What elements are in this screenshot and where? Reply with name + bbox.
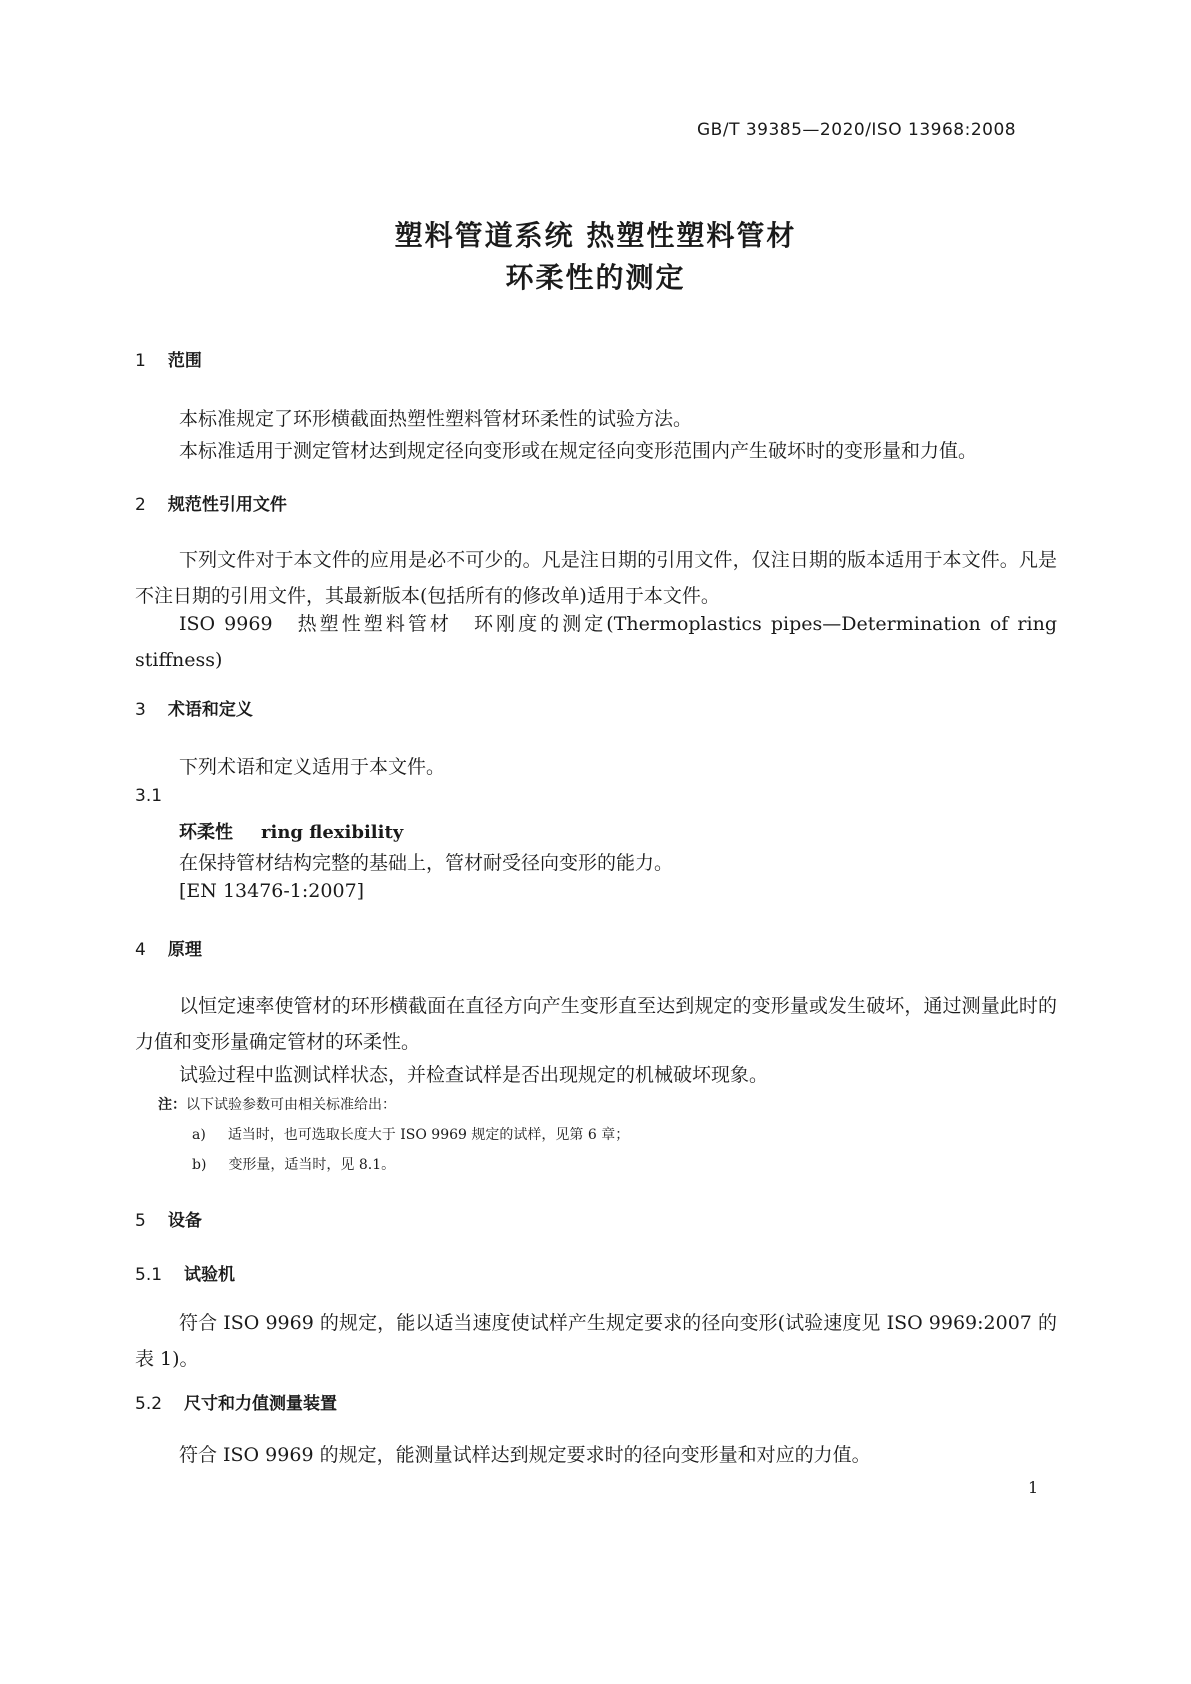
section-5-1-heading (135, 1260, 235, 1285)
section-4-paragraph-1: 以恒定速率使管材的环形横截面在直径方向产生变形直至达到规定的变形量或发生破坏，通过测量此时的力值和变形量确定管材的环柔性。 (135, 995, 1057, 1053)
section-number: 5 (135, 1211, 146, 1231)
page-subtitle: 环柔性的测定 (505, 261, 686, 294)
section-1-heading (135, 346, 202, 371)
standard-code: GB/T 39385—2020/ISO 13968:2008 (697, 120, 1017, 140)
subsection-title: 尺寸和力值测量装置 (184, 1394, 338, 1414)
section-2-paragraph-1: 下列文件对于本文件的应用是必不可少的。凡是注日期的引用文件，仅注日期的版本适用于本文件。凡是不注日期的引用文件，其最新版本(包括所有的修改单)适用于本文件。 (135, 549, 1057, 607)
section-5-2-paragraph: 符合 ISO 9969 的规定，能测量试样达到规定要求时的径向变形量和对应的力值。 (179, 1444, 871, 1466)
note-label: 注： (158, 1097, 186, 1113)
section-title: 术语和定义 (167, 700, 253, 720)
section-title: 规范性引用文件 (167, 495, 287, 515)
note-item-text: 变形量，适当时，见 8.1。 (228, 1157, 396, 1173)
section-5-2-heading (135, 1389, 337, 1414)
section-4-heading (135, 935, 202, 960)
section-title: 设备 (167, 1211, 202, 1231)
section-3-paragraph-1: 下列术语和定义适用于本文件。 (179, 756, 446, 778)
section-5-1-paragraph: 符合 ISO 9969 的规定，能以适当速度使试样产生规定要求的径向变形(试验速度见 ISO 9969:2007 的表 1)。 (135, 1312, 1057, 1370)
section-number: 1 (135, 351, 146, 371)
term-zh: 环柔性 (179, 822, 233, 843)
section-number: 2 (135, 495, 146, 515)
section-2-heading (135, 490, 287, 515)
section-title: 范围 (167, 351, 202, 371)
term-source: [EN 13476-1:2007] (179, 880, 365, 902)
note (158, 1094, 396, 1114)
section-1-paragraph-1: 本标准规定了环形横截面热塑性塑料管材环柔性的试验方法。 (179, 408, 693, 430)
subsection-number: 5.1 (135, 1265, 163, 1285)
section-2-reference (135, 606, 1057, 678)
reference-title: 热塑性塑料管材 环刚度的测定(Thermoplastics pipes—Determination of ring stiffness) (135, 613, 1057, 671)
term-number: 3.1 (135, 786, 163, 806)
term-en: ring flexibility (261, 822, 404, 843)
section-1-paragraph-2: 本标准适用于测定管材达到规定径向变形或在规定径向变形范围内产生破坏时的变形量和力值。 (179, 440, 978, 462)
subsection-number: 5.2 (135, 1394, 163, 1414)
page-title: 塑料管道系统 热塑性塑料管材 (394, 219, 797, 252)
note-item-text: 适当时，也可选取长度大于 ISO 9969 规定的试样，见第 6 章； (227, 1127, 630, 1143)
note-text: 以下试验参数可由相关标准给出： (186, 1097, 396, 1113)
term-heading (179, 818, 403, 844)
term-definition: 在保持管材结构完整的基础上，管材耐受径向变形的能力。 (179, 852, 674, 874)
page-number: 1 (1028, 1478, 1039, 1497)
note-item-a (192, 1124, 629, 1144)
section-number: 3 (135, 700, 146, 720)
section-3-heading (135, 695, 253, 720)
subsection-title: 试验机 (184, 1265, 236, 1285)
reference-code: ISO 9969 (179, 613, 273, 635)
note-item-mark: a) (192, 1127, 206, 1143)
note-item-mark: b) (192, 1157, 207, 1173)
section-title: 原理 (167, 940, 202, 960)
note-item-b (192, 1154, 395, 1174)
section-5-heading (135, 1206, 202, 1231)
section-number: 4 (135, 940, 146, 960)
section-4-paragraph-2: 试验过程中监测试样状态，并检查试样是否出现规定的机械破坏现象。 (179, 1064, 769, 1086)
